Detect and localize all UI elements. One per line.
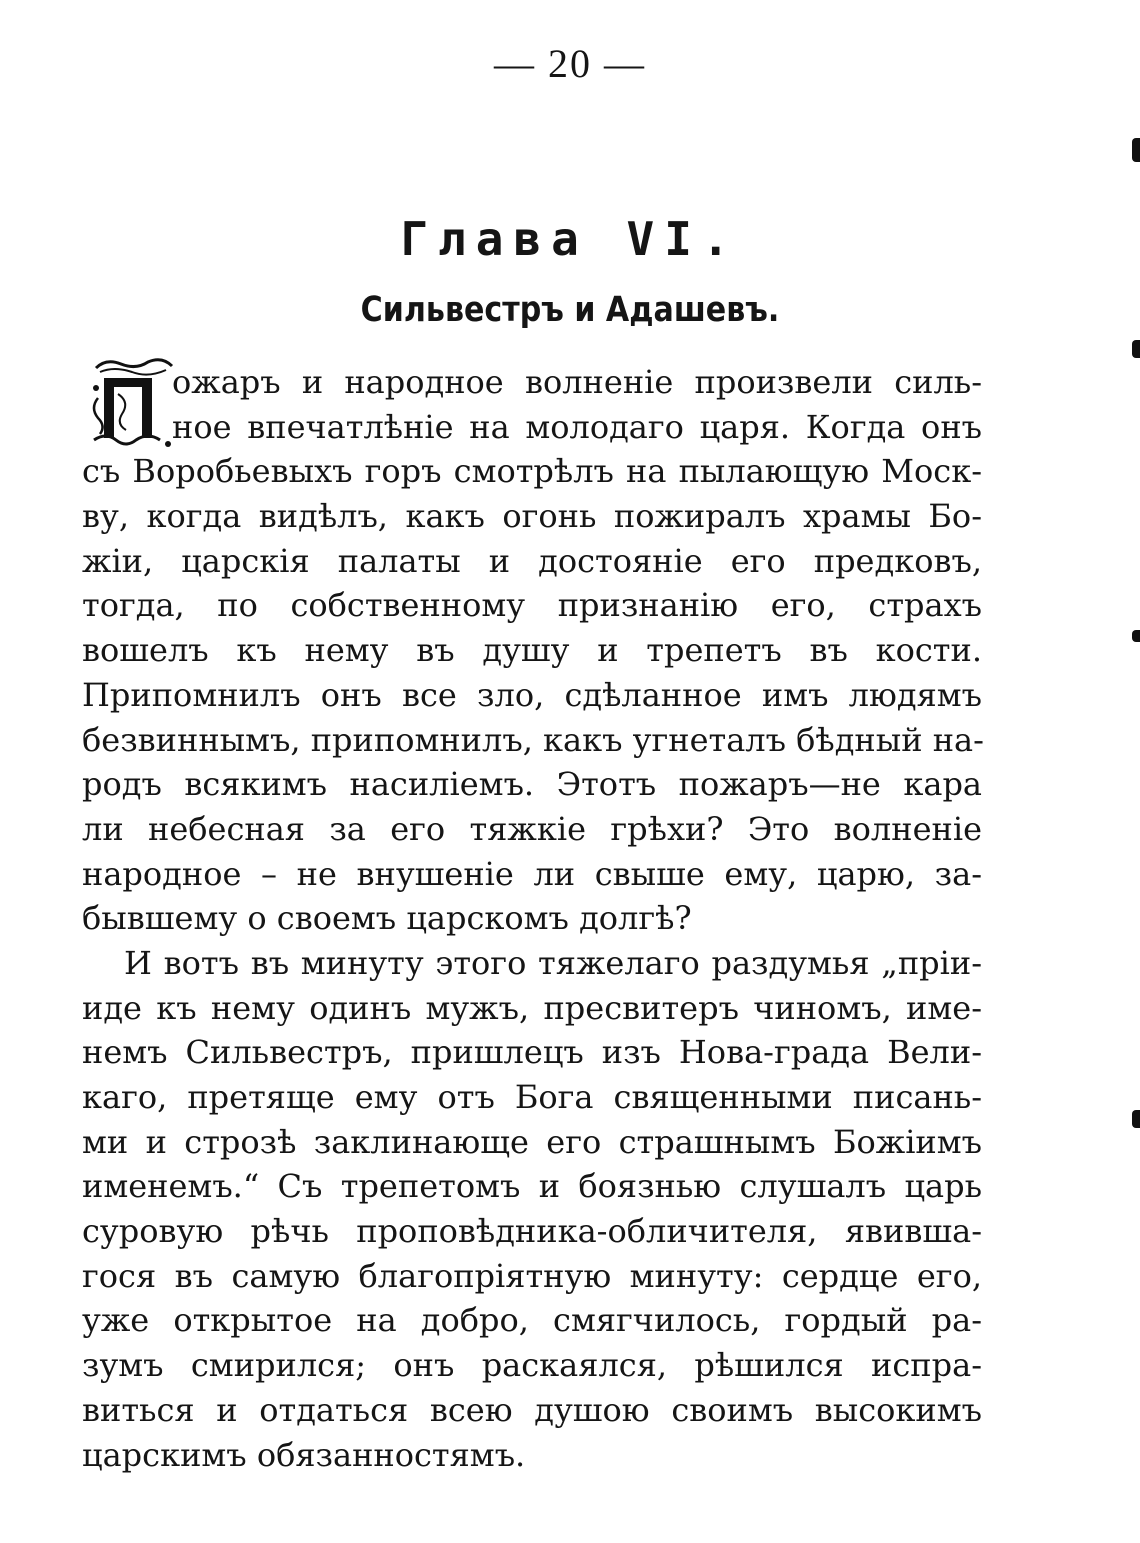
text-line: каго, претяще ему отъ Бога священными писань-: [82, 1078, 982, 1116]
text-line: царскимъ обязанностямъ.: [82, 1435, 526, 1474]
text-line: зумъ смирился; онъ раскаялся, рѣшился испра-: [82, 1346, 982, 1385]
binding-edge-mark: [1132, 340, 1140, 358]
text-line: народное – не внушеніе ли свыше ему, царю, за-: [82, 854, 982, 893]
text-line: безвиннымъ, припомнилъ, какъ угнеталъ бѣдный на-: [82, 720, 984, 759]
chapter-heading: Глава VI.: [400, 212, 740, 266]
text-line: уже открытое на добро, смягчилось, гордый ра-: [82, 1301, 982, 1340]
text-line: суровую рѣчь проповѣдника-обличителя, явивша-: [82, 1212, 982, 1251]
text-line: И вотъ въ минуту этого тяжелаго раздумья „пріи-: [124, 943, 982, 982]
text-line: жіи, царскія палаты и достояніе его предковъ,: [82, 541, 982, 580]
text-line: ожаръ и народное волненіе произвели силь-: [172, 363, 982, 401]
text-line: ми и строзѣ заклинающе его страшнымъ Божіимъ: [82, 1122, 982, 1161]
binding-edge-mark: [1132, 630, 1140, 642]
text-line: гося въ самую благопріятную минуту: сердце его,: [82, 1256, 982, 1295]
text-line: съ Воробьевыхъ горъ смотрѣлъ на пылающую Моск-: [82, 452, 982, 491]
text-line: ву, когда видѣлъ, какъ огонь пожиралъ храмы Бо-: [82, 497, 982, 536]
text-line: вошелъ къ нему въ душу и трепетъ въ кости.: [82, 631, 982, 670]
text-line: родъ всякимъ насиліемъ. Этотъ пожаръ—не кара: [82, 765, 982, 804]
text-line: иде къ нему одинъ мужъ, пресвитеръ чиномъ, име-: [82, 988, 982, 1027]
text-line: ное впечатлѣніе на молодаго царя. Когда онъ: [172, 407, 982, 446]
text-line: бывшему о своемъ царскомъ долгѣ?: [82, 899, 692, 938]
binding-edge-mark: [1132, 138, 1140, 162]
chapter-subtitle: Сильвестръ и Адашевъ.: [360, 290, 780, 330]
text-line: тогда, по собственному признанію его, страхъ: [82, 586, 982, 625]
text-line: Припомнилъ онъ все зло, сдѣланное имъ людямъ: [82, 675, 982, 714]
text-line: виться и отдаться всею душою своимъ высокимъ: [82, 1390, 982, 1429]
binding-edge-mark: [1132, 1110, 1140, 1128]
page-number: — 20 —: [494, 41, 646, 86]
text-line: немъ Сильвестръ, пришлецъ изъ Нова-града Вели-: [82, 1033, 982, 1072]
text-line: ли небесная за его тяжкіе грѣхи? Это волненіе: [82, 809, 982, 848]
text-line: именемъ.“ Съ трепетомъ и боязнью слушалъ царь: [82, 1167, 982, 1206]
body-text: [82, 360, 982, 1477]
